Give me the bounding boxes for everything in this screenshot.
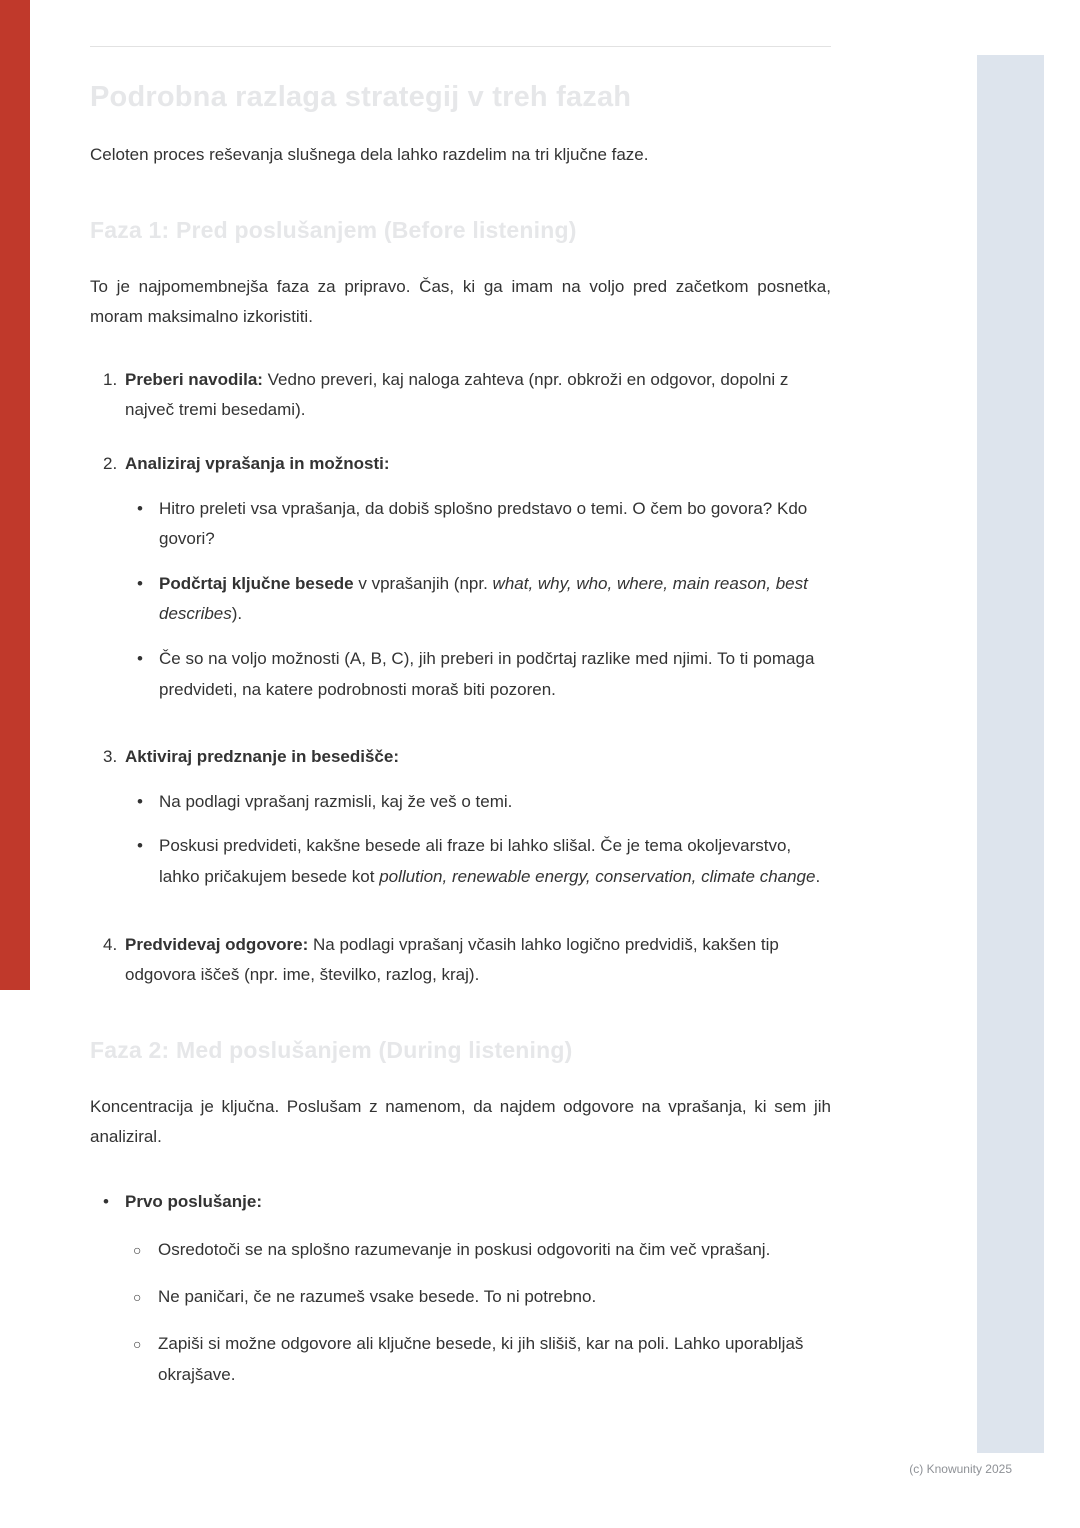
bullet-item	[125, 644, 831, 705]
circle-text: Osredotoči se na splošno razumevanje in poskusi odgovoriti na čim več vprašanj.	[158, 1240, 771, 1260]
faza2-bullet-list	[90, 1187, 831, 1406]
faza1-lead-paragraph: To je najpomembnejša faza za pripravo. Čas, ki ga imam na voljo pred začetkom posnetka, moram maksimalno izkoristiti.	[90, 276, 831, 327]
circle-bullet-icon: ○	[133, 1336, 142, 1353]
bullet-icon: •	[137, 498, 143, 518]
section-heading-faza1: Faza 1: Pred poslušanjem (Before listening)	[90, 216, 577, 243]
sub-bullet-list	[125, 787, 831, 893]
circle-item	[125, 1282, 831, 1313]
sub-bullet-list	[125, 494, 831, 706]
page-title: Podrobna razlaga strategij v treh fazah	[90, 81, 632, 113]
item-number: 1.	[103, 369, 118, 389]
item-number: 2.	[103, 453, 118, 473]
bullet-item	[125, 494, 831, 555]
bullet-item	[125, 831, 831, 892]
bullet-text: Podčrtaj ključne besede v vprašanjih (npr. what, why, who, where, main reason, best describes).	[159, 573, 808, 624]
bullet-text: Če so na voljo možnosti (A, B, C), jih preberi in podčrtaj razlike med njimi. To ti pomaga predvideti, na katere podrobnosti moraš biti pozoren.	[159, 648, 815, 699]
item-text: Predvidevaj odgovore: Na podlagi vprašanj včasih lahko logično predvidiš, kakšen tip odgovora iščeš (npr. ime, številko, razlog, kraj).	[125, 934, 779, 985]
bullet-icon: •	[137, 648, 143, 668]
bullet-item	[125, 569, 831, 630]
section-heading-faza2: Faza 2: Med poslušanjem (During listening)	[90, 1036, 573, 1063]
bullet-text: Poskusi predvideti, kakšne besede ali fraze bi lahko slišal. Če je tema okoljevarstvo, lahko pričakujem besede kot pollution, renewable energy, conservation, climate change.	[159, 836, 821, 886]
item-text: Preberi navodila: Vedno preveri, kaj naloga zahteva (npr. obkroži en odgovor, dopolni z največ tremi besedami).	[125, 369, 789, 420]
item-number: 3.	[103, 747, 118, 767]
bullet-text: Hitro preleti vsa vprašanja, da dobiš splošno predstavo o temi. O čem bo govora? Kdo govori?	[159, 498, 808, 549]
item-text: Prvo poslušanje:	[125, 1191, 262, 1211]
circle-text: Zapiši si možne odgovore ali ključne besede, ki jih slišiš, kar na poli. Lahko uporabljaš okrajšave.	[158, 1334, 804, 1384]
circle-item	[125, 1329, 831, 1390]
left-red-stripe	[0, 0, 30, 990]
item-text: Aktiviraj predznanje in besedišče:	[125, 747, 399, 767]
bullet-text: Na podlagi vprašanj razmisli, kaj že veš o temi.	[159, 791, 513, 811]
right-blue-stripe	[977, 55, 1044, 1453]
list-item-4	[103, 930, 831, 991]
sub-circle-list	[125, 1235, 831, 1390]
list-item-2	[103, 449, 831, 719]
bullet-icon: •	[103, 1191, 109, 1211]
item-number: 4.	[103, 934, 118, 954]
top-divider	[90, 46, 831, 47]
bullet-item	[125, 787, 831, 818]
document-content	[90, 0, 831, 1429]
list-item	[103, 1187, 831, 1406]
copyright-footer: (c) Knowunity 2025	[909, 1462, 1012, 1476]
list-item-3	[103, 742, 831, 906]
bullet-icon: •	[137, 573, 143, 593]
faza2-lead-paragraph: Koncentracija je ključna. Poslušam z namenom, da najdem odgovore na vprašanja, ki sem jih analiziral.	[90, 1096, 831, 1147]
item-text: Analiziraj vprašanja in možnosti:	[125, 453, 390, 473]
faza1-numbered-list	[90, 365, 831, 991]
intro-paragraph: Celoten proces reševanja slušnega dela lahko razdelim na tri ključne faze.	[90, 145, 649, 164]
bullet-icon: •	[137, 836, 143, 856]
circle-bullet-icon: ○	[133, 1289, 142, 1306]
bullet-icon: •	[137, 791, 143, 811]
circle-bullet-icon: ○	[133, 1242, 142, 1259]
circle-item	[125, 1235, 831, 1266]
list-item-1	[103, 365, 831, 426]
circle-text: Ne paničari, če ne razumeš vsake besede. To ni potrebno.	[158, 1287, 597, 1307]
